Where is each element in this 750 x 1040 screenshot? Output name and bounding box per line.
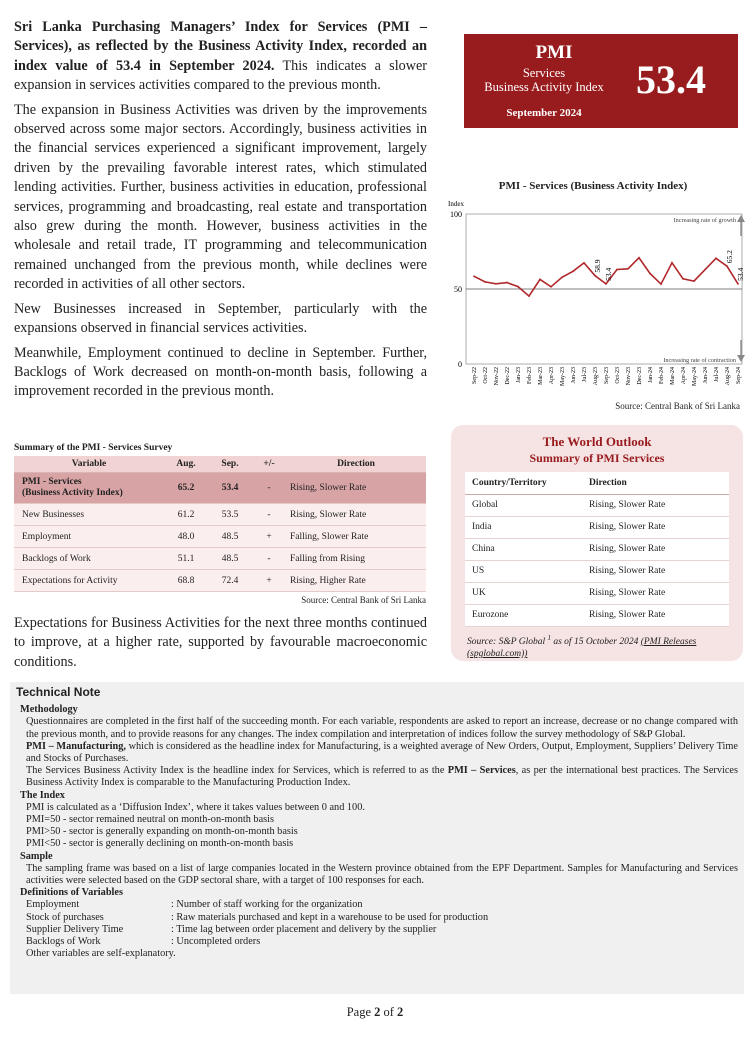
data-point	[572, 270, 574, 272]
row-sign: +	[252, 570, 286, 592]
col-sep: Sep.	[208, 456, 252, 473]
world-outlook-panel	[451, 425, 743, 661]
x-tick-label: Jan-24	[648, 367, 654, 383]
y-tick-label: 100	[450, 210, 462, 219]
index-heading: The Index	[20, 789, 65, 801]
table-row	[14, 548, 426, 570]
row-direction: Rising, Slower Rate	[286, 473, 426, 504]
col-country: Country/Territory	[465, 472, 585, 494]
manufacturing-text: PMI – Manufacturing, which is considered as the headline index for Manufacturing, is a weighted average of New Orders, Output, Employment, Suppliers’ Delivery Time and Stocks of Purchases.	[26, 740, 738, 765]
data-point	[660, 283, 662, 285]
definition-term: Employment	[26, 899, 80, 911]
definitions-list	[26, 899, 738, 948]
x-tick-label: Jul-24	[714, 367, 720, 382]
x-tick-label: Nov-23	[626, 367, 632, 386]
row-sign: -	[252, 473, 286, 504]
paragraph-expectations: Expectations for Business Activities for the next three months continued to improve, at a higher rate, supported by favourable macroeconomic conditions.	[14, 615, 427, 670]
table-row	[14, 570, 426, 592]
table-row	[14, 504, 426, 526]
sample-text: The sampling frame was based on a list of large companies located in the Western province obtained from the EPF Department. Samples for Manufacturing and Services activities were selected based on the GDP sectoral share, with a target of 100 responses for each.	[26, 862, 738, 887]
row-direction: Rising, Higher Rate	[286, 570, 426, 592]
col-direction: Direction	[585, 472, 729, 494]
country: US	[465, 560, 585, 582]
x-tick-label: Sep-23	[604, 367, 610, 384]
data-point	[495, 283, 497, 285]
data-label: 65.2	[725, 250, 734, 264]
methodology-text: Questionnaires are completed in the first half of the succeeding month. For each variable, respondents are asked to report an increase, decrease or no change compared with the previous month, and to provide reasons for any changes. The index compilation and interpretation of indices follow the survey methodology of S&P Global.	[26, 716, 738, 740]
col-sign: +/-	[252, 456, 286, 473]
row-sep: 72.4	[208, 570, 252, 592]
data-point	[594, 275, 596, 277]
x-tick-label: May-24	[692, 367, 698, 386]
summary-title: Summary of the PMI - Services Survey	[14, 443, 173, 453]
technical-note-title: Technical Note	[16, 685, 101, 699]
table-row	[465, 538, 729, 560]
row-variable: PMI - Services (Business Activity Index)	[14, 473, 164, 504]
x-tick-label: Apr-23	[549, 367, 555, 385]
paragraph-expansion: The expansion in Business Activities was driven by the improvements observed across some major sectors. Accordingly, business activities in the financial services experienced a significant improvement, largely driven by the prevailing favorable interest rates, which stimulated lending activities. Further, business activities in education, professional services, programming and broadcasting, real estate and transportation also grew during the month. However, business activities in the wholesale and retail trade, IT programming and telecommunication remained unchanged from the previous month, while declines were recorded in activities of all other sectors.	[14, 101, 427, 293]
direction: Rising, Slower Rate	[585, 516, 729, 538]
intro-paragraph	[14, 18, 427, 96]
pmi-box-date: September 2024	[506, 107, 582, 119]
technical-note	[10, 682, 744, 994]
data-point	[704, 269, 706, 271]
intro-lead: Sri Lanka Purchasing Managers’ Index for Services (PMI – Services), as reflected by the Business Activity Index, recorded an index value of 53.4 in September 2024.	[14, 19, 427, 74]
row-aug: 61.2	[164, 504, 208, 526]
row-aug: 68.8	[164, 570, 208, 592]
data-point	[539, 279, 541, 281]
contraction-arrow-icon	[737, 355, 745, 362]
direction: Rising, Slower Rate	[585, 538, 729, 560]
annotation-growth: Increasing rate of growth	[673, 217, 736, 224]
annotation-contraction: Increasing rate of contraction	[663, 357, 736, 364]
row-sep: 53.5	[208, 504, 252, 526]
index-text-1: PMI is calculated as a ‘Diffusion Index’, where it takes values between 0 and 100.	[26, 801, 365, 813]
row-direction: Falling, Slower Rate	[286, 526, 426, 548]
country: Global	[465, 494, 585, 516]
pmi-box-title: PMI	[535, 42, 573, 63]
page-number: Page 2 of 2	[346, 1005, 404, 1019]
world-outlook-table	[465, 472, 729, 627]
definition-text: : Uncompleted orders	[171, 936, 261, 948]
x-tick-label: Jun-24	[703, 367, 709, 384]
index-text-3: PMI>50 - sector is generally expanding on month-on-month basis	[26, 826, 298, 838]
direction: Rising, Slower Rate	[585, 604, 729, 626]
row-direction: Rising, Slower Rate	[286, 504, 426, 526]
pmi-headline-box	[464, 34, 738, 128]
data-point	[484, 281, 486, 283]
definition-term: Supplier Delivery Time	[26, 923, 124, 935]
x-tick-label: Oct-22	[483, 367, 489, 384]
data-label: 53.4	[604, 267, 613, 281]
row-sign: -	[252, 504, 286, 526]
table-row	[465, 582, 729, 604]
definitions-heading: Definitions of Variables	[20, 887, 123, 899]
x-tick-label: May-23	[560, 367, 566, 386]
row-sep: 53.4	[208, 473, 252, 504]
table-row	[14, 473, 426, 504]
y-tick-label: 0	[458, 360, 462, 369]
x-tick-label: Feb-24	[659, 367, 665, 384]
row-variable: Employment	[14, 526, 164, 548]
country: India	[465, 516, 585, 538]
x-tick-label: Feb-23	[527, 367, 533, 384]
country: UK	[465, 582, 585, 604]
methodology-heading: Methodology	[20, 704, 78, 716]
row-sign: +	[252, 526, 286, 548]
summary-source: Source: Central Bank of Sri Lanka	[301, 595, 426, 605]
x-tick-label: Oct-23	[615, 367, 621, 384]
sample-heading: Sample	[20, 850, 53, 862]
data-point	[550, 286, 552, 288]
definition-term: Stock of purchases	[26, 911, 104, 923]
x-tick-label: Mar-23	[538, 367, 544, 385]
main-text-column	[14, 18, 427, 407]
x-tick-label: Jul-23	[582, 367, 588, 382]
row-variable: Backlogs of Work	[14, 548, 164, 570]
direction: Rising, Slower Rate	[585, 560, 729, 582]
summary-table	[14, 456, 426, 592]
world-outlook-source: Source: S&P Global $^1$ as of 15 October 2024 (PMI Releases (spglobal.com))	[467, 634, 697, 660]
pmi-services-chart	[446, 196, 746, 401]
x-tick-label: Mar-24	[670, 367, 676, 385]
data-point	[583, 262, 585, 264]
row-sep: 48.5	[208, 526, 252, 548]
x-tick-label: Aug-23	[593, 367, 599, 386]
table-row	[465, 494, 729, 516]
table-row	[14, 526, 426, 548]
paragraph-new-business: New Businesses increased in September, particularly with the expansions observed in financial services activities.	[14, 300, 427, 337]
x-tick-label: Sep-24	[736, 367, 742, 384]
world-outlook-title: The World Outlook	[542, 434, 652, 449]
services-text: The Services Business Activity Index is the headline index for Services, which is referred to as the PMI – Services, as per the international best practices. The Services Business Activity Index is comparable to the Manufacturing Production Index.	[26, 765, 738, 789]
y-axis-label: Index	[448, 200, 464, 208]
col-variable: Variable	[14, 456, 164, 473]
data-point	[561, 276, 563, 278]
x-tick-label: Sep-22	[472, 367, 478, 384]
data-point	[726, 265, 728, 267]
row-aug: 51.1	[164, 548, 208, 570]
intro-rest: This indicates a slower expansion in services activities compared to the previous month.	[14, 57, 427, 94]
data-label: 53.4	[736, 267, 745, 281]
row-sign: -	[252, 548, 286, 570]
data-point	[715, 257, 717, 259]
y-tick-label: 50	[454, 285, 462, 294]
col-direction: Direction	[286, 456, 426, 473]
paragraph-employment: Meanwhile, Employment continued to decline in September. Further, Backlogs of Work decreased on month-on-month basis, following a improvement recorded in the previous month.	[14, 344, 427, 400]
data-point	[506, 282, 508, 284]
definition-text: : Number of staff working for the organization	[171, 899, 363, 911]
data-label: 58.9	[593, 259, 602, 273]
definition-text: : Time lag between order placement and delivery by the supplier	[171, 923, 437, 935]
table-row	[465, 604, 729, 626]
row-aug: 48.0	[164, 526, 208, 548]
x-tick-label: Aug-24	[725, 367, 731, 386]
direction: Rising, Slower Rate	[585, 494, 729, 516]
data-point	[693, 280, 695, 282]
summary-table-section	[14, 443, 426, 605]
row-aug: 65.2	[164, 473, 208, 504]
row-direction: Falling from Rising	[286, 548, 426, 570]
data-point	[638, 257, 640, 259]
pmi-releases-link[interactable]: (PMI Releases (spglobal.com))	[467, 637, 697, 660]
row-variable: Expectations for Activity	[14, 570, 164, 592]
other-variables-text: Other variables are self-explanatory.	[26, 948, 176, 960]
world-outlook-subtitle: Summary of PMI Services	[529, 451, 665, 465]
data-point	[627, 268, 629, 270]
pmi-box-value: 53.4	[636, 57, 706, 102]
growth-arrow-icon	[737, 215, 745, 222]
direction: Rising, Slower Rate	[585, 582, 729, 604]
table-row	[465, 516, 729, 538]
data-point	[682, 278, 684, 280]
data-point	[737, 283, 739, 285]
data-point	[605, 283, 607, 285]
definition-term: Backlogs of Work	[26, 936, 101, 948]
country: Eurozone	[465, 604, 585, 626]
x-tick-label: Jun-23	[571, 367, 577, 384]
x-tick-label: Nov-22	[494, 367, 500, 386]
x-tick-label: Jan-23	[516, 367, 522, 383]
index-text-2: PMI=50 - sector remained neutral on month-on-month basis	[26, 814, 275, 826]
x-tick-label: Dec-23	[637, 367, 643, 385]
table-row	[465, 560, 729, 582]
data-point	[528, 295, 530, 297]
x-tick-label: Dec-22	[505, 367, 511, 385]
data-point	[473, 275, 475, 277]
col-aug: Aug.	[164, 456, 208, 473]
data-point	[517, 286, 519, 288]
data-point	[649, 273, 651, 275]
chart-title: PMI - Services (Business Activity Index)	[498, 180, 688, 192]
country: China	[465, 538, 585, 560]
data-point	[616, 269, 618, 271]
x-tick-label: Apr-24	[681, 367, 687, 385]
data-point	[671, 262, 673, 264]
row-sep: 48.5	[208, 548, 252, 570]
chart-source: Source: Central Bank of Sri Lanka	[615, 401, 740, 411]
index-text-4: PMI<50 - sector is generally declining on month-on-month basis	[26, 838, 294, 850]
definition-text: : Raw materials purchased and kept in a warehouse to be used for production	[171, 911, 489, 923]
row-variable: New Businesses	[14, 504, 164, 526]
pmi-box-subtitle: Services Business Activity Index	[484, 66, 604, 94]
